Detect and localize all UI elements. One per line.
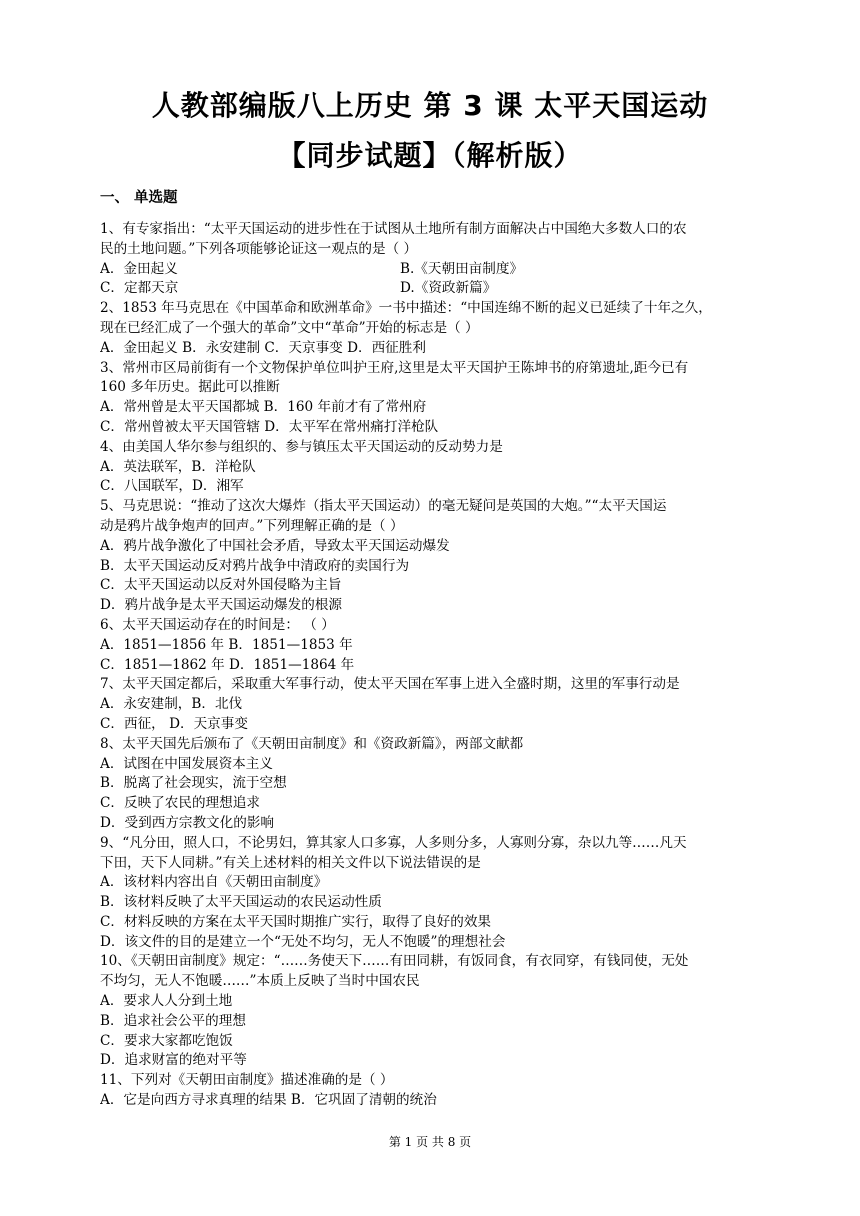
text-line: A．它是向西方寻求真理的结果 B．它巩固了清朝的统治 — [100, 1092, 437, 1109]
text-line: 7、太平天国定都后，采取重大军事行动，使太平天国在军事上进入全盛时期，这里的军事行动是 — [100, 676, 680, 693]
text-line: B．脱离了社会现实，流于空想 — [100, 775, 287, 792]
text-line: D．该文件的目的是建立一个“无处不均匀，无人不饱暖”的理想社会 — [100, 933, 506, 950]
text-line: C．反映了农民的理想追求 — [100, 795, 260, 812]
text-line: A．金田起义 B．永安建制 C．天京事变 D．西征胜利 — [100, 339, 426, 356]
option-row — [100, 260, 765, 280]
text-line: 下田，天下人同耕。”有关上述材料的相关文件以下说法错误的是 — [100, 854, 481, 871]
text-line: C．常州曾被太平天国管辖 D．太平军在常州痛打洋枪队 — [100, 418, 439, 435]
option-b: B.《天朝田亩制度》 — [400, 260, 524, 277]
text-line: 4、由美国人华尔参与组织的、参与镇压太平天国运动的反动势力是 — [100, 438, 503, 455]
text-line: 不均匀，无人不饱暖……”本质上反映了当时中国农民 — [100, 973, 420, 990]
text-line: 2、1853 年马克思在《中国革命和欧洲革命》一书中描述：“中国连绵不断的起义已延续了十年之久， — [100, 300, 712, 317]
text-line: C．材料反映的方案在太平天国时期推广实行，取得了良好的效果 — [100, 913, 492, 930]
text-line: D．追求财富的绝对平等 — [100, 1052, 247, 1069]
text-line: B．太平天国运动反对鸦片战争中清政府的卖国行为 — [100, 557, 410, 574]
text-line: 3、常州市区局前街有一个文物保护单位叫护王府,这里是太平天国护王陈坤书的府第遗址,距今已有 — [100, 359, 689, 376]
text-line: 160 多年历史。据此可以推断 — [100, 379, 280, 396]
text-line: C．要求大家都吃饱饭 — [100, 1032, 233, 1049]
text-line: 民的土地问题。”下列各项能够论证这一观点的是（ ） — [100, 240, 418, 257]
option-a: C．定都天京 — [100, 280, 179, 297]
text-line: C．八国联军，D．湘军 — [100, 478, 244, 495]
text-line: 6、太平天国运动存在的时间是： （ ） — [100, 616, 335, 633]
text-line: C．西征， D．天京事变 — [100, 715, 248, 732]
text-line: 1、有专家指出：“太平天国运动的进步性在于试图从土地所有制方面解决占中国绝大多数人口的农 — [100, 221, 687, 237]
text-line: A．该材料内容出自《天朝田亩制度》 — [100, 874, 328, 891]
option-row — [100, 279, 765, 299]
option-a: A．金田起义 — [100, 260, 178, 277]
text-line: B．该材料反映了太平天国运动的农民运动性质 — [100, 894, 382, 911]
section-heading: 一、 单选题 — [100, 190, 178, 206]
option-b: D.《资政新篇》 — [400, 280, 497, 297]
text-line: 现在已经汇成了一个强大的革命”文中“革命”开始的标志是（ ） — [100, 319, 479, 336]
text-line: A．试图在中国发展资本主义 — [100, 755, 273, 772]
text-line: B．追求社会公平的理想 — [100, 1012, 246, 1029]
text-line: 动是鸦片战争炮声的回声。”下列理解正确的是（ ） — [100, 517, 404, 534]
text-line: A．英法联军，B．洋枪队 — [100, 458, 256, 475]
text-line: 11、下列对《天朝田亩制度》描述准确的是（ ） — [100, 1072, 394, 1089]
text-line: D．鸦片战争是太平天国运动爆发的根源 — [100, 597, 342, 614]
question-list — [100, 220, 765, 1111]
text-line: 9、“凡分田，照人口，不论男妇，算其家人口多寡，人多则分多，人寡则分寡，杂以九等……凡天 — [100, 834, 687, 851]
document-subtitle: 【同步试题】（解析版） — [277, 139, 583, 172]
text-line: A．1851—1856 年 B．1851—1853 年 — [100, 636, 353, 653]
text-line: C．1851—1862 年 D．1851—1864 年 — [100, 656, 355, 673]
document-title: 人教部编版八上历史 第 3 课 太平天国运动 — [151, 89, 709, 122]
text-line: 5、马克思说：“推动了这次大爆炸（指太平天国运动）的毫无疑问是英国的大炮。”“太平天国运 — [100, 498, 667, 515]
text-line: 8、太平天国先后颁布了《天朝田亩制度》和《资政新篇》，两部文献都 — [100, 735, 524, 752]
text-line: A．常州曾是太平天国都城 B．160 年前才有了常州府 — [100, 399, 427, 416]
text-line: A．鸦片战争激化了中国社会矛盾，导致太平天国运动爆发 — [100, 537, 450, 554]
text-line: 10、《天朝田亩制度》规定：“……务使天下……有田同耕，有饭同食，有衣同穿，有钱同使，无处 — [100, 953, 689, 970]
page-footer: 第 1 页 共 8 页 — [388, 1135, 472, 1149]
text-line: C．太平天国运动以反对外国侵略为主旨 — [100, 577, 342, 594]
text-line: D．受到西方宗教文化的影响 — [100, 814, 275, 831]
text-line: A．永安建制，B．北伐 — [100, 696, 243, 713]
text-line: A．要求人人分到土地 — [100, 993, 233, 1010]
